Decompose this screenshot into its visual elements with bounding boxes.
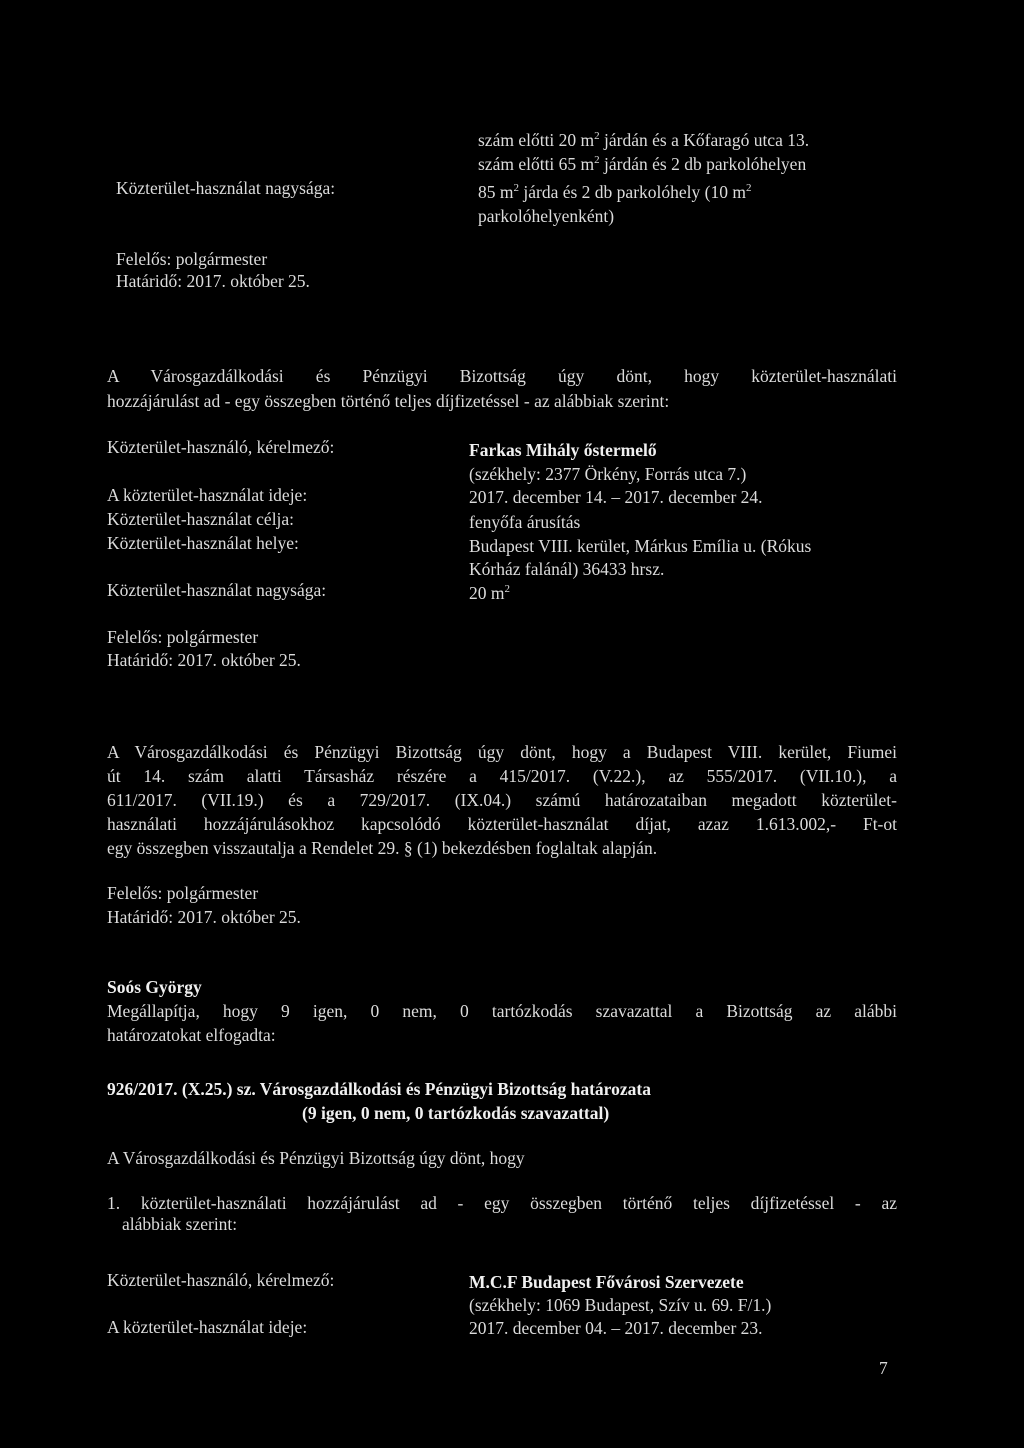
- block2-location-label: Közterület-használat helye:: [107, 533, 299, 553]
- block2-applicant-seat: (székhely: 2377 Örkény, Forrás utca 7.): [469, 464, 747, 484]
- block2-location-line2: Kórház falánál) 36433 hrsz.: [469, 559, 665, 579]
- top-right-line3: 85 $m^2$ járda és 2 db parkolóhely (10 $m^2$: [478, 182, 752, 202]
- top-size-label: Közterület-használat nagysága:: [116, 178, 336, 198]
- page-number: 7: [879, 1358, 888, 1378]
- block3-deadline: Határidő: 2017. október 25.: [107, 907, 301, 927]
- block4-period: 2017. december 04. – 2017. december 23.: [469, 1318, 763, 1338]
- block4-decision: A Városgazdálkodási és Pénzügyi Bizottság úgy dönt, hogy: [107, 1148, 525, 1168]
- block4-item1-line2: alábbiak szerint:: [122, 1214, 238, 1234]
- block2-purpose: fenyőfa árusítás: [469, 512, 581, 532]
- block4-applicant-name: M.C.F Budapest Fővárosi Szervezete: [469, 1272, 744, 1292]
- block4-statement-line1: Megállapítja, hogy 9 igen, 0 nem, 0 tartózkodás szavazattal a Bizottság az alábbi: [107, 1001, 897, 1021]
- block4-speaker: Soós György: [107, 977, 202, 997]
- top-right-line1: szám előtti 20 $m^2$ járdán és a Kőfaragó utca 13.: [478, 130, 810, 150]
- block4-resolution-title2: (9 igen, 0 nem, 0 tartózkodás szavazattal): [302, 1103, 610, 1123]
- block2-responsible: Felelős: polgármester: [107, 627, 259, 647]
- block2-purpose-label: Közterület-használat célja:: [107, 509, 295, 529]
- top-responsible: Felelős: polgármester: [116, 249, 268, 269]
- block2-intro-line2: hozzájárulást ad - egy összegben történő teljes díjfizetéssel - az alábbiak szerint:: [107, 391, 670, 411]
- block2-deadline: Határidő: 2017. október 25.: [107, 650, 301, 670]
- block2-applicant-label: Közterület-használó, kérelmező:: [107, 437, 335, 457]
- top-right-line4: parkolóhelyenként): [478, 206, 615, 226]
- block3-responsible: Felelős: polgármester: [107, 883, 259, 903]
- block4-applicant-label: Közterület-használó, kérelmező:: [107, 1270, 335, 1290]
- block2-period: 2017. december 14. – 2017. december 24.: [469, 487, 763, 507]
- block3-line4: használati hozzájárulásokhoz kapcsolódó közterület-használat díjat, azaz 1.613.002,- Ft-ot: [107, 814, 897, 834]
- block2-period-label: A közterület-használat ideje:: [107, 485, 308, 505]
- block4-item1-line1: 1. közterület-használati hozzájárulást ad - egy összegben történő teljes díjfizetéssel - az: [107, 1193, 897, 1213]
- block2-size: 20 $m^2$: [469, 583, 510, 603]
- block2-intro-line1: A Városgazdálkodási és Pénzügyi Bizottság úgy dönt, hogy közterület-használati: [107, 366, 897, 386]
- block4-statement-line2: határozatokat elfogadta:: [107, 1025, 276, 1045]
- block2-applicant-name: Farkas Mihály őstermelő: [469, 440, 657, 460]
- block4-applicant-seat: (székhely: 1069 Budapest, Szív u. 69. F/1.): [469, 1295, 772, 1315]
- block4-resolution-title1: 926/2017. (X.25.) sz. Városgazdálkodási és Pénzügyi Bizottság határozata: [107, 1079, 651, 1099]
- top-deadline: Határidő: 2017. október 25.: [116, 271, 310, 291]
- block3-line2: út 14. szám alatti Társasház részére a 415/2017. (V.22.), az 555/2017. (VII.10.), a: [107, 766, 897, 786]
- block3-line3: 611/2017. (VII.19.) és a 729/2017. (IX.04.) számú határozataiban megadott közterület-: [107, 790, 897, 810]
- top-right-line2: szám előtti 65 $m^2$ járdán és 2 db parkolóhelyen: [478, 154, 807, 174]
- block4-period-label: A közterület-használat ideje:: [107, 1317, 308, 1337]
- block3-line5: egy összegben visszautalja a Rendelet 29. § (1) bekezdésben foglaltak alapján.: [107, 838, 658, 858]
- block2-size-label: Közterület-használat nagysága:: [107, 580, 327, 600]
- block3-line1: A Városgazdálkodási és Pénzügyi Bizottság úgy dönt, hogy a Budapest VIII. kerület, Fiumei: [107, 742, 897, 762]
- block2-location-line1: Budapest VIII. kerület, Márkus Emília u. (Rókus: [469, 536, 812, 556]
